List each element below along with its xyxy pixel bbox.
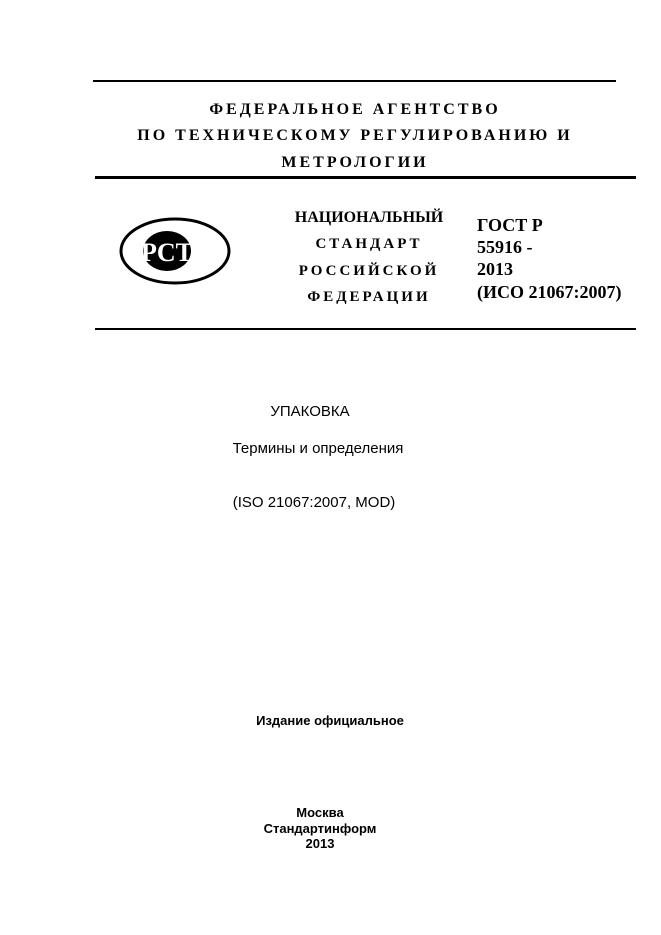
rst-logo-icon: [119, 217, 231, 285]
logo-text: PCT: [141, 238, 193, 267]
agency-line-1: ФЕДЕРАЛЬНОЕ АГЕНТСТВО: [209, 101, 501, 118]
top-rule: [93, 80, 616, 82]
footer-year: 2013: [305, 836, 335, 851]
footer-publisher: Стандартинформ: [263, 821, 377, 836]
agency-line-2: ПО ТЕХНИЧЕСКОМУ РЕГУЛИРОВАНИЮ И: [137, 127, 573, 144]
standard-code-line-1: ГОСТ Р: [477, 215, 543, 235]
document-title: УПАКОВКА: [270, 403, 350, 420]
standard-type-line-4: ФЕДЕРАЦИИ: [307, 289, 431, 305]
standard-code-line-3: 2013: [477, 259, 513, 279]
standard-code-line-2: 55916 -: [477, 237, 533, 257]
standard-type-line-2: СТАНДАРТ: [315, 236, 423, 252]
header-thick-rule: [95, 176, 636, 179]
standard-type-line-1: НАЦИОНАЛЬНЫЙ: [294, 209, 444, 226]
standard-code-line-4: (ИСО 21067:2007): [477, 282, 622, 302]
document-subtitle: Термины и определения: [232, 440, 404, 457]
header-bottom-rule: [95, 328, 636, 330]
edition-label: Издание официальное: [256, 713, 404, 728]
iso-reference: (ISO 21067:2007, MOD): [232, 494, 396, 511]
footer-city: Москва: [296, 805, 344, 820]
agency-line-3: МЕТРОЛОГИИ: [281, 154, 429, 171]
standard-type-line-3: РОССИЙСКОЙ: [298, 263, 440, 279]
